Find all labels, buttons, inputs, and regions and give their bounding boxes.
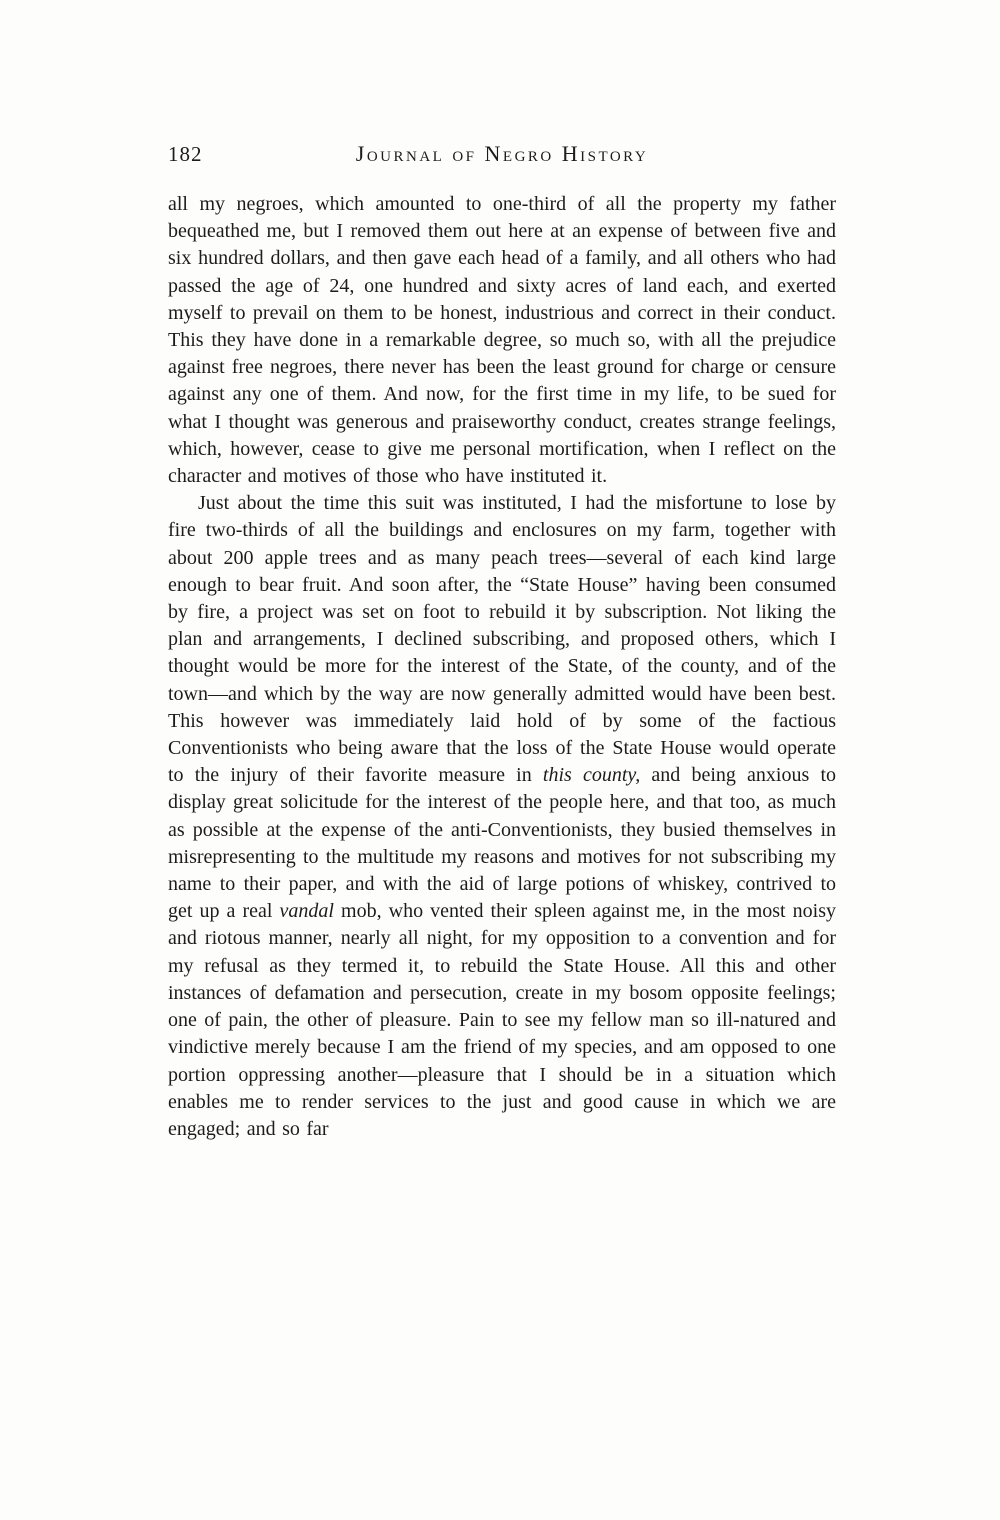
running-title: Journal of Negro History (355, 141, 649, 166)
paragraph-text: all my negroes, which amounted to one-third of all the property my father bequeathed me, but I removed them out here at an expense of between five and six hundred dollars, and then gave each head of a family, and all others who had passed the age of 24, one hundred and sixty acres of land each, and exerted myself to prevail on them to be honest, industrious and correct in their conduct. This they have done in a remarkable degree, so much so, with all the prejudice against free negroes, there never has been the least ground for charge or censure against any one of them. And now, for the first time in my life, to be sued for what I thought was generous and praiseworthy conduct, creates strange feelings, which, however, cease to give me personal mortification, when I reflect on the character and motives of those who have instituted it. (168, 193, 836, 488)
paragraph-text: mob, who vented their spleen against me, in the most noisy and riotous manner, nearly all night, for my opposition to a convention and for my refusal as they termed it, to rebuild the State House. All this and other instances of defamation and persecution, create in my bosom opposite feelings; one of pain, the other of pleasure. Pain to see my fellow man so ill-natured and vindictive merely because I am the friend of my species, and am opposed to one portion oppressing another—pleasure that I should be in a situation which enables me to render services to the just and good cause in which we are engaged; and so far (168, 900, 836, 1140)
paragraph-text: and being anxious to display great solicitude for the interest of the people here, and that too, as much as possible at the expense of the anti-Conventionists, they busied themselves in misrepresenting to the multitude my reasons and motives for not subscribing my name to their paper, and with the aid of large potions of whiskey, contrived to get up a real (168, 764, 837, 923)
paragraph (168, 490, 836, 1143)
emphasized-text: this county, (542, 764, 641, 787)
paragraph-text: Just about the time this suit was instituted, I had the misfortune to lose by fire two-thirds of all the buildings and enclosures on my farm, together with about 200 apple trees and as many peach trees—several of each kind large enough to bear fruit. And soon after, the “State House” having been consumed by fire, a project was set on foot to rebuild it by subscription. Not liking the plan and arrangements, I declined subscribing, and proposed others, which I thought would be more for the interest of the State, of the county, and of the town—and which by the way are now generally admitted would have been best. This however was immediately laid hold of by some of the factious Conventionists who being aware that the loss of the State House would operate to the injury of their favorite measure in (168, 492, 836, 787)
paragraph (168, 191, 836, 490)
page-header (168, 141, 836, 167)
page-number: 182 (168, 142, 203, 166)
body-text (168, 191, 836, 1143)
emphasized-text: vandal (279, 900, 334, 923)
